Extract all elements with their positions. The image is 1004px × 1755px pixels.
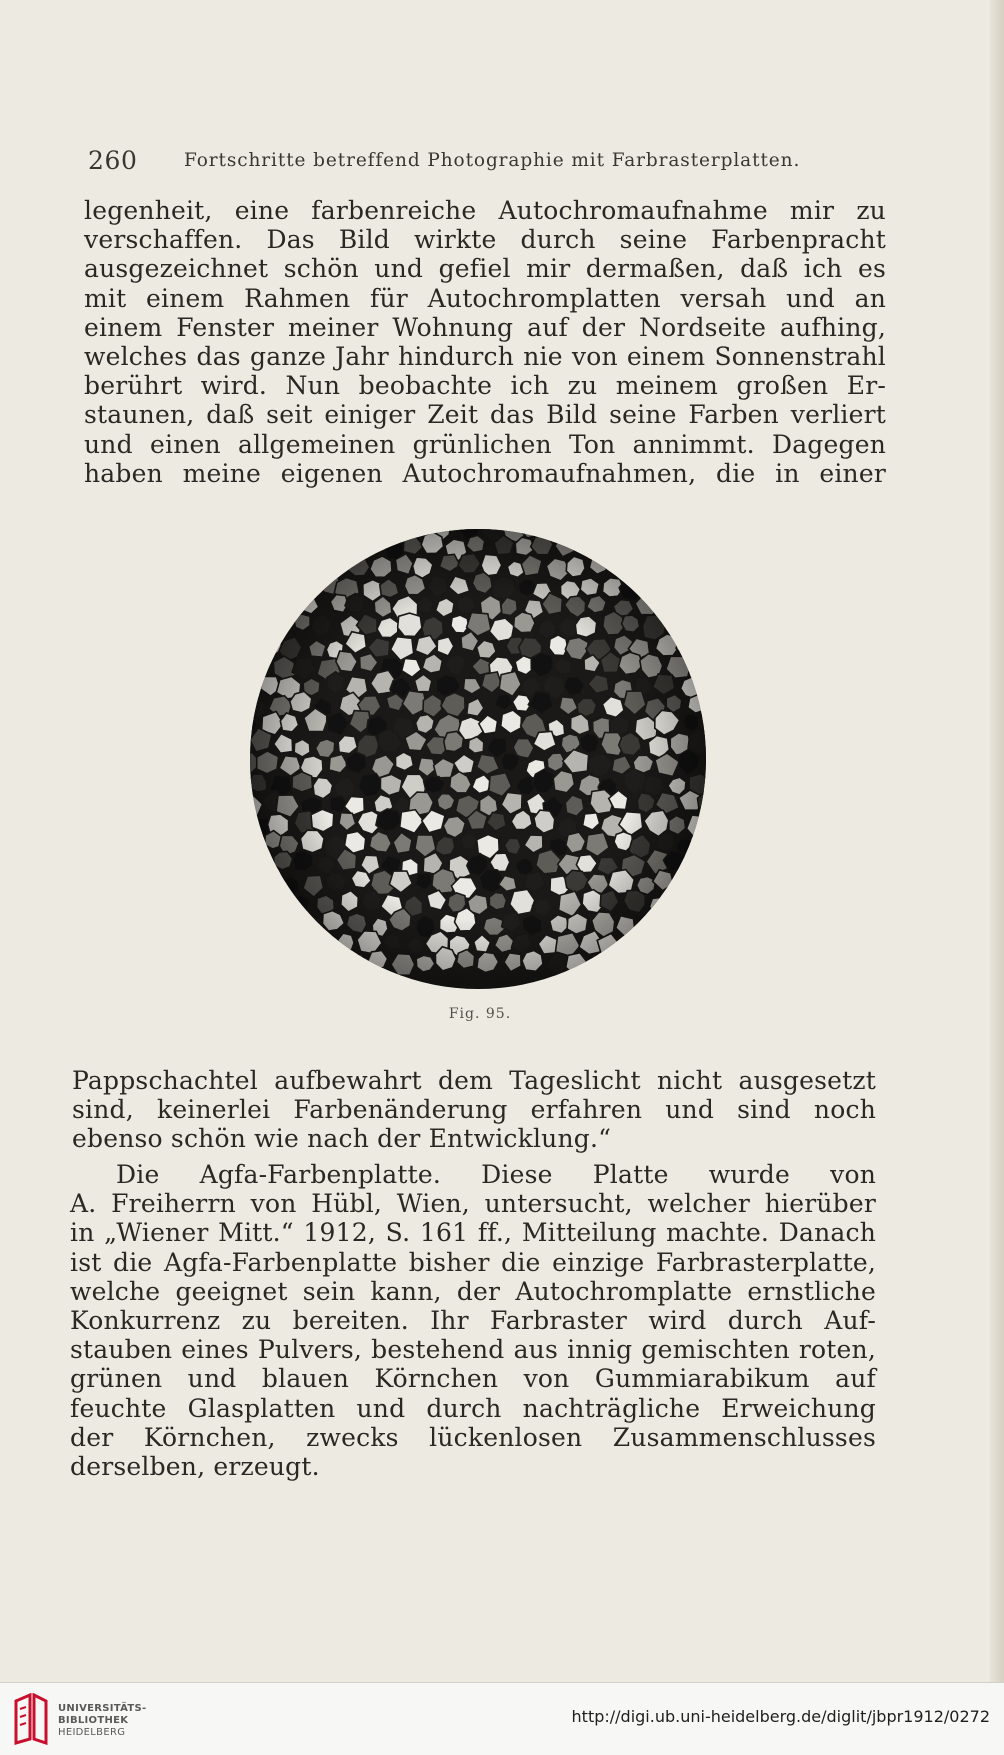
grain-cell	[646, 930, 668, 955]
text-line: legenheit, eine farbenreiche Autochromaufnahme mir zu	[84, 196, 886, 225]
grain-cell	[280, 527, 299, 536]
grain-cell	[658, 598, 676, 618]
grain-cell	[702, 527, 708, 539]
grain-cell	[256, 527, 280, 536]
grain-cell	[708, 894, 709, 911]
grain-cell	[639, 558, 659, 578]
grain-cell	[697, 953, 708, 974]
micrograph-grain-image	[248, 527, 708, 991]
grain-cell	[291, 932, 317, 958]
grain-cell	[294, 538, 311, 555]
grain-cell	[701, 911, 708, 928]
grain-cell	[694, 593, 708, 615]
grain-cell	[599, 533, 620, 552]
grain-cell	[248, 527, 261, 533]
library-name-line3: HEIDELBERG	[58, 1727, 147, 1739]
library-name-line1: UNIVERSITÄTS-	[58, 1703, 147, 1715]
grain-cell	[248, 672, 256, 692]
text-line: Pappschachtel aufbewahrt dem Tageslicht nicht ausgesetzt	[72, 1066, 876, 1095]
text-line: der Körnchen, zwecks lückenlosen Zusammenschlusses	[70, 1423, 876, 1452]
grain-cell	[688, 657, 707, 676]
grain-cell	[248, 837, 262, 854]
grain-cell	[255, 557, 278, 582]
figure-caption: Fig. 95.	[0, 1006, 960, 1022]
text-line: Die Agfa-Farbenplatte. Diese Platte wurde von	[70, 1160, 876, 1189]
grain-cell	[642, 535, 665, 554]
grain-cell	[252, 614, 272, 637]
text-line: verschaffen. Das Bild wirkte durch seine Farbenpracht	[84, 225, 886, 254]
grain-cell	[680, 947, 705, 974]
text-line: Konkurrenz zu bereiten. Ihr Farbraster wird durch Auf-	[70, 1306, 876, 1335]
grain-cell	[270, 935, 292, 957]
text-line: einem Fenster meiner Wohnung auf der Nordseite aufhing,	[84, 313, 886, 342]
paragraph-1	[84, 196, 886, 488]
grain-cell	[686, 888, 708, 912]
grain-cell	[671, 930, 690, 950]
grain-cell	[671, 891, 692, 910]
grain-cell	[281, 555, 301, 574]
grain-cell	[248, 894, 271, 914]
grain-cell	[249, 653, 270, 674]
grain-cell	[283, 915, 307, 938]
grain-cell	[263, 954, 282, 977]
grain-cell	[295, 573, 318, 594]
grain-cell	[541, 527, 565, 537]
text-line: ist die Agfa-Farbenplatte bisher die einzige Farbrasterplatte,	[70, 1248, 876, 1277]
grain-cell	[679, 874, 703, 895]
page-number: 260	[88, 146, 138, 175]
text-line: ebenso schön wie nach der Entwicklung.“	[72, 1124, 876, 1153]
grain-cell	[287, 955, 304, 973]
grain-cell	[687, 935, 708, 956]
text-line: staunen, daß seit einiger Zeit das Bild seine Farben verliert	[84, 400, 886, 429]
grain-cell	[311, 537, 335, 561]
grain-cell	[701, 632, 708, 653]
grain-cell	[315, 933, 335, 953]
grain-cell	[266, 613, 288, 633]
grain-cell	[248, 917, 255, 934]
text-line: haben meine eigenen Autochromaufnahmen, die in einer	[84, 459, 886, 488]
page-header	[88, 146, 888, 176]
grain-cell	[248, 875, 254, 897]
grain-cell	[686, 613, 708, 638]
text-line: welches das ganze Jahr hindurch nie von einem Sonnenstrahl	[84, 342, 886, 371]
grain-cell	[632, 949, 654, 971]
grain-cell	[370, 527, 389, 537]
grain-cell	[698, 877, 708, 898]
grain-cell	[628, 527, 652, 538]
grain-cell	[251, 536, 269, 554]
grain-cell	[248, 951, 259, 969]
grain-cell	[255, 591, 277, 617]
text-line: A. Freiherrn von Hübl, Wien, untersucht, welcher hierüber	[70, 1189, 876, 1218]
paragraph-2	[72, 1066, 876, 1154]
grain-cell	[668, 616, 688, 636]
text-line: mit einem Rahmen für Autochromplatten versah und an	[84, 284, 886, 313]
grain-cell	[648, 574, 666, 593]
grain-cell	[248, 596, 257, 621]
grain-cell	[656, 527, 677, 539]
text-line: feuchte Glasplatten und durch nachträgliche Erweichung	[70, 1394, 876, 1423]
grain-cell	[686, 850, 706, 874]
page-edge	[990, 0, 1004, 1682]
text-line: und einen allgemeinen grünlichen Ton annimmt. Dagegen	[84, 430, 886, 459]
paragraph-3	[70, 1160, 876, 1481]
text-line: stauben eines Pulvers, bestehend aus innig gemischten roten,	[70, 1335, 876, 1364]
grain-cell	[614, 559, 632, 577]
grain-cell	[334, 534, 356, 556]
grain-cell	[679, 527, 697, 537]
grain-cell	[568, 527, 587, 536]
university-library-logo	[10, 1693, 52, 1745]
grain-cell	[625, 538, 647, 559]
footer-bar	[0, 1682, 1004, 1755]
grain-cell	[589, 527, 607, 533]
grain-cell	[267, 537, 289, 563]
grain-cell	[248, 577, 268, 601]
grain-cell	[657, 556, 678, 576]
grain-cell	[351, 527, 370, 540]
grain-cell	[249, 928, 270, 951]
grain-cell	[700, 677, 708, 694]
text-line: grünen und blauen Körnchen von Gummiarabikum auf	[70, 1364, 876, 1393]
grain-cell	[653, 908, 677, 930]
grain-cell	[584, 535, 603, 551]
text-line: in „Wiener Mitt.“ 1912, S. 161 ff., Mitteilung machte. Danach	[70, 1218, 876, 1247]
figure-95	[248, 527, 708, 991]
grain-cell	[665, 538, 689, 562]
grain-cell	[689, 575, 708, 596]
grain-cell	[701, 828, 708, 853]
grain-cell	[616, 952, 632, 972]
grain-cell	[693, 534, 708, 551]
grain-cell	[256, 912, 281, 936]
grain-cell	[656, 948, 676, 968]
library-name	[58, 1703, 147, 1739]
grain-cell	[323, 555, 344, 577]
grain-cell	[331, 527, 349, 531]
grain-cell	[614, 527, 636, 543]
grain-cell	[304, 527, 325, 544]
text-line: derselben, erzeugt.	[70, 1452, 876, 1481]
source-url-link[interactable]: http://digi.ub.uni-heidelberg.de/diglit/jbpr1912/0272	[572, 1707, 990, 1726]
grain-cell	[683, 558, 701, 575]
text-line: welche geeignet sein kann, der Autochromplatte ernstliche	[70, 1277, 876, 1306]
text-line: sind, keinerlei Farbenänderung erfahren und sind noch	[72, 1095, 876, 1124]
grain-cell	[273, 573, 295, 596]
grain-cell	[248, 849, 268, 872]
grain-cell	[700, 560, 708, 582]
text-line: ausgezeichnet schön und gefiel mir dermaßen, daß ich es	[84, 254, 886, 283]
grain-cell	[248, 639, 260, 657]
running-title: Fortschritte betreffend Photographie mit Farbrasterplatten.	[184, 150, 800, 171]
text-line: berührt wird. Nun beobachte ich zu meinem großen Er-	[84, 371, 886, 400]
library-name-line2: BIBLIOTHEK	[58, 1715, 147, 1727]
grain-cell	[248, 557, 255, 576]
grain-cell	[326, 949, 351, 972]
grain-cell	[683, 918, 702, 935]
grain-cell	[391, 527, 413, 537]
grain-cell	[665, 579, 688, 601]
grain-cell	[675, 599, 694, 618]
grain-cell	[278, 595, 302, 619]
grain-cell	[307, 957, 324, 974]
grain-cell	[269, 892, 291, 915]
grain-cell	[627, 933, 646, 953]
grain-cell	[307, 557, 326, 575]
